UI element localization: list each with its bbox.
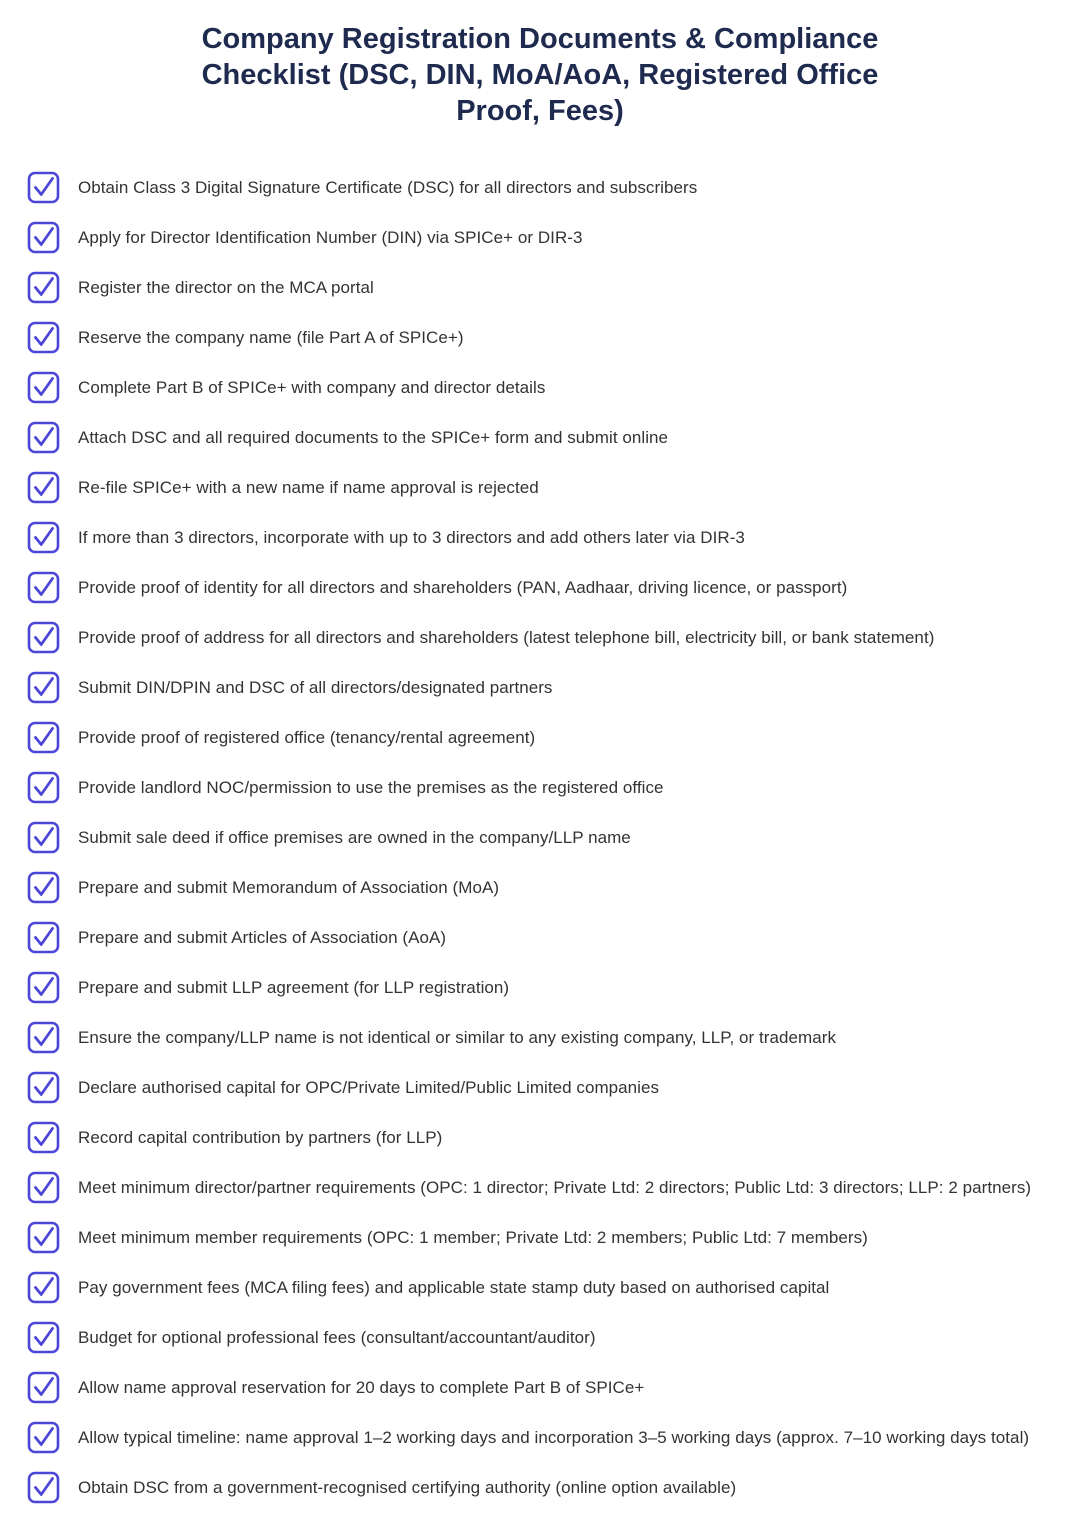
- checked-checkbox-icon[interactable]: [27, 721, 60, 754]
- checklist-item-label: Re-file SPICe+ with a new name if name approval is rejected: [78, 478, 539, 497]
- checklist-item-label: Provide landlord NOC/permission to use the premises as the registered office: [78, 778, 664, 797]
- checklist-item: [0, 413, 1080, 463]
- checklist-item: [0, 763, 1080, 813]
- checklist-item: [0, 1013, 1080, 1063]
- checklist-item-label: Obtain Class 3 Digital Signature Certificate (DSC) for all directors and subscribers: [78, 178, 698, 197]
- checklist-item: [0, 363, 1080, 413]
- checklist-item-label: Budget for optional professional fees (consultant/accountant/auditor): [78, 1328, 596, 1347]
- checked-checkbox-icon[interactable]: [27, 1421, 60, 1454]
- checklist-item-label: Apply for Director Identification Number (DIN) via SPICe+ or DIR-3: [78, 228, 583, 247]
- checklist-item-label: Register the director on the MCA portal: [78, 278, 374, 297]
- checklist-item-label: Prepare and submit Memorandum of Association (MoA): [78, 878, 500, 897]
- checklist-item-label: Reserve the company name (file Part A of SPICe+): [78, 328, 464, 347]
- checklist-item-label: Record capital contribution by partners (for LLP): [78, 1128, 443, 1147]
- checked-checkbox-icon[interactable]: [27, 1221, 60, 1254]
- checked-checkbox-icon[interactable]: [27, 921, 60, 954]
- checklist-item: [0, 213, 1080, 263]
- checklist-item-label: Provide proof of identity for all directors and shareholders (PAN, Aadhaar, driving licence, or passport): [78, 578, 848, 597]
- checklist-item-label: Obtain DSC from a government-recognised certifying authority (online option available): [78, 1478, 737, 1497]
- checked-checkbox-icon[interactable]: [27, 171, 60, 204]
- checklist-item: [0, 163, 1080, 213]
- checklist-item: [0, 613, 1080, 663]
- checklist-item: [0, 913, 1080, 963]
- checklist-item-label: Allow typical timeline: name approval 1–2 working days and incorporation 3–5 working days (approx. 7–10 working days total): [78, 1428, 1030, 1447]
- checklist-item-label: Attach DSC and all required documents to the SPICe+ form and submit online: [78, 428, 669, 447]
- checklist-item: [0, 963, 1080, 1013]
- checklist-item-label: Prepare and submit Articles of Association (AoA): [78, 928, 447, 947]
- checked-checkbox-icon[interactable]: [27, 1371, 60, 1404]
- checklist-item: [0, 1413, 1080, 1463]
- checked-checkbox-icon[interactable]: [27, 621, 60, 654]
- checklist-item: [0, 1463, 1080, 1513]
- checklist-item: [0, 1113, 1080, 1163]
- checklist-item-label: Prepare and submit LLP agreement (for LLP registration): [78, 978, 510, 997]
- page-title: [0, 21, 1080, 129]
- checked-checkbox-icon[interactable]: [27, 571, 60, 604]
- checklist-item: [0, 1313, 1080, 1363]
- checklist-item-label: Complete Part B of SPICe+ with company and director details: [78, 378, 546, 397]
- checklist-item-label: If more than 3 directors, incorporate with up to 3 directors and add others later via DIR-3: [78, 528, 745, 547]
- checklist-item: [0, 463, 1080, 513]
- checklist-item: [0, 263, 1080, 313]
- checklist-item: [0, 813, 1080, 863]
- page-title-line-3: Proof, Fees): [456, 95, 624, 127]
- checked-checkbox-icon[interactable]: [27, 321, 60, 354]
- checklist-item: [0, 1063, 1080, 1113]
- checklist-item: [0, 713, 1080, 763]
- checked-checkbox-icon[interactable]: [27, 521, 60, 554]
- checked-checkbox-icon[interactable]: [27, 221, 60, 254]
- checklist-item: [0, 313, 1080, 363]
- checked-checkbox-icon[interactable]: [27, 371, 60, 404]
- checked-checkbox-icon[interactable]: [27, 821, 60, 854]
- page-title-line-1: Company Registration Documents & Compliance: [201, 23, 879, 55]
- checked-checkbox-icon[interactable]: [27, 671, 60, 704]
- checklist-item-label: Meet minimum director/partner requirements (OPC: 1 director; Private Ltd: 2 directors; Public Ltd: 3 directors; LLP: 2 partners): [78, 1178, 1032, 1197]
- checked-checkbox-icon[interactable]: [27, 1271, 60, 1304]
- checked-checkbox-icon[interactable]: [27, 1121, 60, 1154]
- checklist-item: [0, 1363, 1080, 1413]
- checked-checkbox-icon[interactable]: [27, 1321, 60, 1354]
- checked-checkbox-icon[interactable]: [27, 971, 60, 1004]
- checklist-item-label: Provide proof of registered office (tenancy/rental agreement): [78, 728, 536, 747]
- compliance-checklist: [0, 163, 1080, 1513]
- checked-checkbox-icon[interactable]: [27, 271, 60, 304]
- checked-checkbox-icon[interactable]: [27, 421, 60, 454]
- checklist-item: [0, 1263, 1080, 1313]
- checklist-item-label: Allow name approval reservation for 20 days to complete Part B of SPICe+: [78, 1378, 645, 1397]
- checklist-item: [0, 1213, 1080, 1263]
- checklist-item-label: Submit DIN/DPIN and DSC of all directors/designated partners: [78, 678, 553, 697]
- checked-checkbox-icon[interactable]: [27, 1071, 60, 1104]
- checklist-item: [0, 863, 1080, 913]
- checklist-item-label: Declare authorised capital for OPC/Private Limited/Public Limited companies: [78, 1078, 660, 1097]
- checked-checkbox-icon[interactable]: [27, 1471, 60, 1504]
- checklist-item-label: Submit sale deed if office premises are owned in the company/LLP name: [78, 828, 631, 847]
- checklist-item-label: Meet minimum member requirements (OPC: 1 member; Private Ltd: 2 members; Public Ltd: 7 members): [78, 1228, 868, 1247]
- checked-checkbox-icon[interactable]: [27, 871, 60, 904]
- checked-checkbox-icon[interactable]: [27, 1171, 60, 1204]
- checklist-item: [0, 663, 1080, 713]
- checked-checkbox-icon[interactable]: [27, 1021, 60, 1054]
- checklist-item: [0, 513, 1080, 563]
- checklist-item: [0, 1163, 1080, 1213]
- checked-checkbox-icon[interactable]: [27, 471, 60, 504]
- checklist-item-label: Pay government fees (MCA filing fees) and applicable state stamp duty based on authorised capital: [78, 1278, 830, 1297]
- checklist-item-label: Ensure the company/LLP name is not identical or similar to any existing company, LLP, or trademark: [78, 1028, 837, 1047]
- checked-checkbox-icon[interactable]: [27, 771, 60, 804]
- checklist-item-label: Provide proof of address for all directors and shareholders (latest telephone bill, electricity bill, or bank statement): [78, 628, 935, 647]
- checklist-item: [0, 563, 1080, 613]
- page-title-line-2: Checklist (DSC, DIN, MoA/AoA, Registered Office: [201, 59, 879, 91]
